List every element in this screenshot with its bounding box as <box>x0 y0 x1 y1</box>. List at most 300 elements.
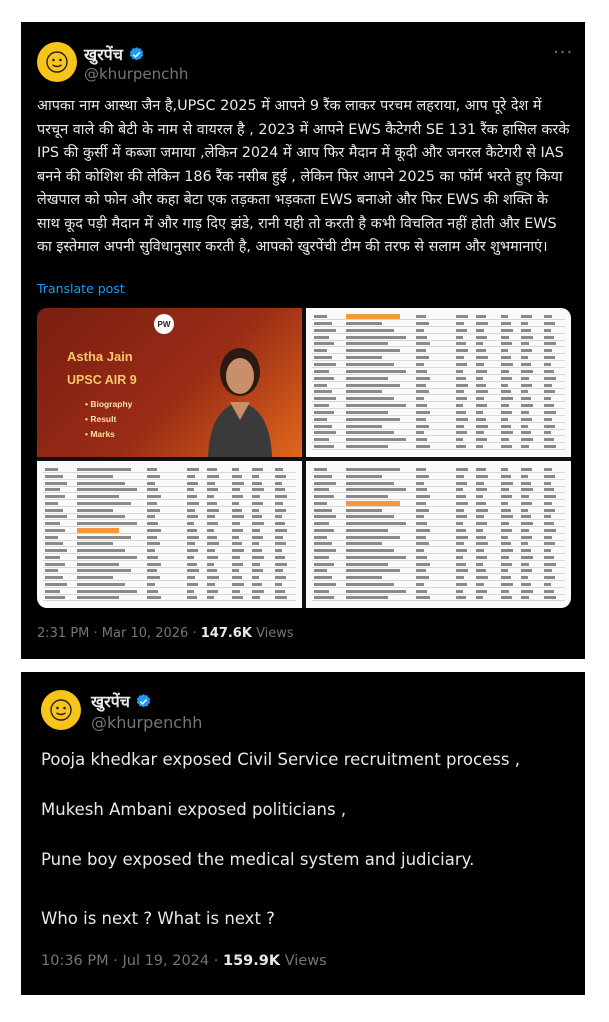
sheet-cell <box>147 549 155 552</box>
sheet-cell <box>207 576 219 579</box>
sheet-cell <box>147 529 161 532</box>
sheet-cell <box>45 495 65 498</box>
sheet-cell <box>456 342 466 345</box>
sheet-cell <box>416 342 430 345</box>
sheet-cell <box>275 475 286 478</box>
sheet-cell <box>544 509 555 512</box>
sheet-cell <box>416 596 430 599</box>
sheet-cell <box>476 438 487 441</box>
sheet-cell <box>187 569 199 572</box>
sheet-cell <box>314 431 336 434</box>
sheet-cell <box>521 322 528 325</box>
sheet-cell <box>346 556 406 559</box>
sheet-row-divider <box>312 506 565 507</box>
tweet-line: Who is next ? What is next ? <box>41 909 275 928</box>
sheet-cell <box>476 404 487 407</box>
sheet-cell <box>45 522 60 525</box>
sheet-cell <box>476 515 484 518</box>
sheet-cell <box>314 542 332 545</box>
sheet-cell <box>521 425 528 428</box>
tweet-timestamp[interactable]: 10:36 PM · Jul 19, 2024 · <box>41 953 223 969</box>
sheet-cell <box>501 502 508 505</box>
sheet-cell <box>416 370 427 373</box>
sheet-cell <box>521 411 529 414</box>
sheet-cell <box>521 529 529 532</box>
sheet-cell <box>416 509 429 512</box>
sheet-row-divider <box>312 422 565 423</box>
sheet-cell <box>314 515 336 518</box>
pw-logo: PW <box>154 314 174 334</box>
sheet-cell <box>476 418 486 421</box>
sheet-cell <box>187 529 197 532</box>
sheet-cell <box>501 384 508 387</box>
sheet-cell <box>476 556 487 559</box>
avatar-logo-icon <box>49 698 73 722</box>
sheet-cell <box>456 370 463 373</box>
sheet-cell <box>416 576 429 579</box>
sheet-cell <box>232 495 243 498</box>
sheet-cell <box>501 397 513 400</box>
sheet-cell <box>544 549 551 552</box>
sheet-row-divider <box>43 580 296 581</box>
sheet-cell <box>456 542 464 545</box>
sheet-cell <box>207 509 219 512</box>
sheet-cell <box>416 377 430 380</box>
sheet-cell <box>501 590 509 593</box>
sheet-row-divider <box>312 374 565 375</box>
sheet-cell <box>544 322 555 325</box>
sheet-cell <box>232 563 243 566</box>
sheet-cell <box>77 515 125 518</box>
sheet-cell <box>521 342 529 345</box>
sheet-cell <box>187 509 195 512</box>
sheet-row-divider <box>312 408 565 409</box>
sheet-cell <box>416 583 424 586</box>
sheet-cell <box>544 342 556 345</box>
sheet-cell <box>501 418 508 421</box>
sheet-cell <box>416 322 429 325</box>
sheet-cell <box>521 418 532 421</box>
sheet-cell <box>456 431 467 434</box>
sheet-cell <box>346 370 406 373</box>
sheet-cell <box>476 397 484 400</box>
sheet-row-divider <box>312 560 565 561</box>
sheet-row-divider <box>312 546 565 547</box>
sheet-row-divider <box>312 388 565 389</box>
author-avatar[interactable] <box>41 690 81 730</box>
sheet-cell <box>476 384 486 387</box>
views-count: 159.9K <box>222 953 281 969</box>
sheet-cell <box>45 596 65 599</box>
sheet-cell <box>501 342 512 345</box>
more-options-icon[interactable]: ··· <box>553 42 574 63</box>
sheet-cell <box>456 515 467 518</box>
sheet-cell <box>314 411 334 414</box>
sheet-cell <box>544 445 556 448</box>
tweet-timestamp[interactable]: 2:31 PM · Mar 10, 2026 · <box>37 626 201 641</box>
sheet-cell <box>521 502 532 505</box>
sheet-row-divider <box>43 546 296 547</box>
sheet-cell <box>232 522 240 525</box>
sheet-row-divider <box>312 346 565 347</box>
sheet-cell <box>252 515 262 518</box>
sheet-cell <box>77 502 131 505</box>
sheet-cell <box>232 536 239 539</box>
sheet-cell <box>521 349 532 352</box>
sheet-cell <box>544 563 556 566</box>
sheet-cell <box>275 522 285 525</box>
highlighted-name-cell <box>346 501 400 506</box>
sheet-cell <box>275 569 283 572</box>
sheet-cell <box>476 529 483 532</box>
sheet-cell <box>501 515 513 518</box>
result-sheet-image-2[interactable] <box>37 461 302 608</box>
sheet-cell <box>501 445 512 448</box>
sheet-cell <box>544 542 555 545</box>
sheet-cell <box>147 482 155 485</box>
tweet-line: Pooja khedkar exposed Civil Service recruitment process , <box>41 750 520 769</box>
author-name[interactable]: खुरपेंच <box>84 45 123 64</box>
sheet-row-divider <box>312 415 565 416</box>
sheet-row-divider <box>312 360 565 361</box>
author-handle[interactable]: @khurpenchh <box>84 65 189 83</box>
avatar-logo-icon <box>45 50 69 74</box>
sheet-cell <box>456 475 464 478</box>
sheet-cell <box>456 596 466 599</box>
sheet-cell <box>232 569 239 572</box>
sheet-cell <box>207 590 218 593</box>
sheet-cell <box>346 384 400 387</box>
sheet-cell <box>476 411 483 414</box>
sheet-cell <box>207 563 214 566</box>
sheet-cell <box>346 583 394 586</box>
sheet-cell <box>45 542 63 545</box>
sheet-cell <box>544 596 556 599</box>
sheet-cell <box>45 563 65 566</box>
sheet-cell <box>45 590 60 593</box>
sheet-cell <box>77 576 113 579</box>
sheet-cell <box>476 596 483 599</box>
sheet-cell <box>476 576 488 579</box>
sheet-cell <box>521 370 533 373</box>
sheet-cell <box>456 349 468 352</box>
sheet-cell <box>521 397 531 400</box>
sheet-cell <box>416 549 424 552</box>
sheet-cell <box>521 556 533 559</box>
sheet-cell <box>275 482 282 485</box>
sheet-cell <box>45 576 63 579</box>
sheet-cell <box>521 488 533 491</box>
tweet-body: आपका नाम आस्था जैन है,UPSC 2025 में आपने 9 रैंक लाकर परचम लहराया, आप पूरे देश में परचून वाले की बेटी के नाम से वायरल है , 2023 में आपने EWS कैटेगरी SE 131 रैंक हासिल करके IPS की कुर्सी में कब्जा जमाया ,लेकिन 2024 में आप फिर मैदान में कूदी और जनरल कैटेगरी से IAS बनने की कोशिश की लेकिन 186 रैंक नसीब हुई , लेकिन फिर आपने 2025 का फॉर्म भरते हुए किया लेखपाल को फोन और कहा बेटा एक तड़कता भड़कता EWS बनाओ और फिर EWS की शक्ति के साथ कूद पड़ी मैदान में और गाड़ दिए झंडे, रानी यही तो करती है कभी विचलित नहीं होती और EWS का इस्तेमाल अपनी सुविधानुसार करती है, आपको खुरपेंची टीम की तरफ से सलाम और शुभमानाएं। <box>37 98 570 255</box>
sheet-cell <box>77 590 137 593</box>
sheet-cell <box>207 536 217 539</box>
sheet-cell <box>521 363 531 366</box>
sheet-cell <box>314 529 334 532</box>
sheet-cell <box>501 468 508 471</box>
sheet-cell <box>252 549 262 552</box>
sheet-cell <box>346 342 388 345</box>
sheet-row-divider <box>43 479 296 480</box>
sheet-cell <box>544 536 552 539</box>
sheet-cell <box>275 576 286 579</box>
sheet-cell <box>476 431 484 434</box>
sheet-cell <box>501 411 512 414</box>
sheet-cell <box>314 349 327 352</box>
sheet-cell <box>346 397 394 400</box>
sheet-cell <box>501 569 508 572</box>
sheet-cell <box>314 356 332 359</box>
sheet-cell <box>416 315 426 318</box>
sheet-cell <box>314 536 327 539</box>
sheet-row-divider <box>312 333 565 334</box>
sheet-cell <box>501 563 512 566</box>
sheet-cell <box>456 509 464 512</box>
sheet-cell <box>346 431 394 434</box>
sheet-cell <box>456 576 464 579</box>
sheet-cell <box>501 549 513 552</box>
sheet-row-divider <box>43 553 296 554</box>
sheet-cell <box>232 475 242 478</box>
sheet-cell <box>476 342 483 345</box>
sheet-cell <box>456 495 466 498</box>
sheet-row-divider <box>312 492 565 493</box>
sheet-cell <box>346 542 382 545</box>
sheet-cell <box>456 556 463 559</box>
sheet-cell <box>501 363 513 366</box>
promo-bullet: • Result <box>85 414 117 424</box>
sheet-cell <box>346 390 382 393</box>
sheet-row-divider <box>43 587 296 588</box>
sheet-cell <box>147 536 157 539</box>
sheet-cell <box>314 590 329 593</box>
sheet-row-divider <box>312 394 565 395</box>
sheet-row-divider <box>312 449 565 450</box>
sheet-cell <box>416 522 427 525</box>
sheet-cell <box>456 569 468 572</box>
sheet-cell <box>187 468 199 471</box>
sheet-cell <box>45 556 60 559</box>
sheet-cell <box>416 397 424 400</box>
tweet-card-1[interactable] <box>21 22 585 659</box>
sheet-cell <box>252 563 260 566</box>
sheet-cell <box>207 542 219 545</box>
sheet-cell <box>521 563 529 566</box>
sheet-cell <box>275 509 286 512</box>
sheet-cell <box>252 596 260 599</box>
sheet-cell <box>476 349 486 352</box>
sheet-cell <box>544 329 551 332</box>
sheet-cell <box>476 390 488 393</box>
sheet-row-divider <box>312 567 565 568</box>
highlighted-name-cell <box>77 528 119 533</box>
sheet-cell <box>476 425 488 428</box>
sheet-cell <box>544 488 554 491</box>
tweet-media-grid[interactable] <box>37 308 571 608</box>
sheet-cell <box>346 356 382 359</box>
sheet-cell <box>275 563 287 566</box>
sheet-cell <box>207 488 218 491</box>
sheet-cell <box>544 411 556 414</box>
sheet-cell <box>544 384 552 387</box>
sheet-cell <box>45 475 63 478</box>
sheet-cell <box>207 495 214 498</box>
sheet-cell <box>232 549 244 552</box>
sheet-cell <box>501 404 509 407</box>
sheet-cell <box>252 556 264 559</box>
sheet-cell <box>45 549 67 552</box>
sheet-cell <box>416 404 427 407</box>
sheet-cell <box>275 542 286 545</box>
sheet-cell <box>187 475 195 478</box>
astha-jain-promo-image[interactable] <box>37 308 302 457</box>
sheet-cell <box>521 509 528 512</box>
sheet-cell <box>476 569 486 572</box>
sheet-cell <box>501 329 513 332</box>
sheet-cell <box>544 315 552 318</box>
sheet-cell <box>456 356 464 359</box>
sheet-cell <box>456 536 468 539</box>
sheet-cell <box>346 411 388 414</box>
sheet-row-divider <box>312 573 565 574</box>
sheet-cell <box>45 482 67 485</box>
sheet-cell <box>521 596 529 599</box>
sheet-cell <box>501 596 512 599</box>
sheet-cell <box>252 488 264 491</box>
sheet-cell <box>232 583 244 586</box>
sheet-cell <box>147 556 158 559</box>
sheet-cell <box>501 542 511 545</box>
sheet-cell <box>544 397 551 400</box>
sheet-row-divider <box>43 567 296 568</box>
sheet-row-divider <box>312 526 565 527</box>
sheet-row-divider <box>312 326 565 327</box>
sheet-cell <box>232 542 242 545</box>
sheet-cell <box>346 590 406 593</box>
translate-post-link[interactable]: Translate post <box>37 281 125 296</box>
sheet-cell <box>501 556 509 559</box>
sheet-cell <box>416 488 427 491</box>
sheet-cell <box>252 509 259 512</box>
sheet-cell <box>416 363 424 366</box>
sheet-cell <box>45 583 67 586</box>
sheet-cell <box>275 502 283 505</box>
sheet-cell <box>456 529 466 532</box>
sheet-cell <box>456 590 463 593</box>
sheet-cell <box>232 502 239 505</box>
sheet-cell <box>314 488 329 491</box>
sheet-cell <box>232 596 243 599</box>
sheet-cell <box>521 495 529 498</box>
result-sheet-image-1[interactable] <box>306 308 571 457</box>
sheet-cell <box>187 596 197 599</box>
author-handle[interactable]: @khurpenchh <box>91 713 203 732</box>
sheet-row-divider <box>43 573 296 574</box>
sheet-cell <box>45 529 65 532</box>
promo-name: Astha Jain <box>67 349 133 364</box>
sheet-cell <box>314 390 332 393</box>
sheet-cell <box>147 542 160 545</box>
sheet-cell <box>544 576 555 579</box>
sheet-cell <box>501 390 511 393</box>
sheet-cell <box>501 438 509 441</box>
sheet-cell <box>544 363 551 366</box>
sheet-cell <box>521 549 531 552</box>
sheet-cell <box>346 349 400 352</box>
sheet-cell <box>416 425 429 428</box>
highlighted-name-cell <box>346 314 400 319</box>
sheet-cell <box>314 576 332 579</box>
sheet-cell <box>346 536 400 539</box>
sheet-cell <box>187 502 199 505</box>
sheet-cell <box>346 509 382 512</box>
sheet-cell <box>314 363 336 366</box>
sheet-cell <box>346 596 388 599</box>
sheet-cell <box>501 315 508 318</box>
sheet-cell <box>314 509 332 512</box>
sheet-cell <box>314 583 336 586</box>
sheet-cell <box>147 475 160 478</box>
sheet-cell <box>501 349 508 352</box>
author-avatar[interactable] <box>37 42 77 82</box>
sheet-row-divider <box>312 594 565 595</box>
sheet-row-divider <box>43 533 296 534</box>
sheet-cell <box>456 549 467 552</box>
sheet-cell <box>544 370 554 373</box>
sheet-cell <box>501 336 509 339</box>
sheet-cell <box>521 431 531 434</box>
result-sheet-image-3[interactable] <box>306 461 571 608</box>
sheet-cell <box>252 502 263 505</box>
sheet-cell <box>416 431 424 434</box>
sheet-cell <box>187 576 195 579</box>
sheet-cell <box>476 495 483 498</box>
sheet-cell <box>501 431 513 434</box>
sheet-cell <box>416 390 429 393</box>
sheet-cell <box>314 384 327 387</box>
sheet-cell <box>147 468 157 471</box>
sheet-row-divider <box>43 486 296 487</box>
sheet-cell <box>521 576 528 579</box>
sheet-cell <box>252 529 260 532</box>
sheet-cell <box>416 356 429 359</box>
sheet-cell <box>476 563 483 566</box>
tweet-card-2[interactable] <box>21 672 585 995</box>
sheet-cell <box>147 488 158 491</box>
sheet-cell <box>416 336 427 339</box>
sheet-cell <box>314 445 334 448</box>
sheet-cell <box>416 445 430 448</box>
sheet-cell <box>77 569 131 572</box>
sheet-cell <box>314 549 336 552</box>
sheet-cell <box>521 542 528 545</box>
sheet-cell <box>416 384 426 387</box>
sheet-cell <box>346 418 400 421</box>
sheet-cell <box>521 404 533 407</box>
sheet-row-divider <box>312 486 565 487</box>
sheet-cell <box>501 322 511 325</box>
sheet-cell <box>252 536 263 539</box>
sheet-cell <box>77 482 125 485</box>
sheet-cell <box>476 590 487 593</box>
sheet-row-divider <box>43 560 296 561</box>
sheet-cell <box>187 542 195 545</box>
sheet-row-divider <box>312 435 565 436</box>
author-name[interactable]: खुरपेंच <box>91 692 130 711</box>
sheet-cell <box>77 475 113 478</box>
sheet-cell <box>416 590 427 593</box>
sheet-cell <box>187 536 199 539</box>
sheet-row-divider <box>43 506 296 507</box>
